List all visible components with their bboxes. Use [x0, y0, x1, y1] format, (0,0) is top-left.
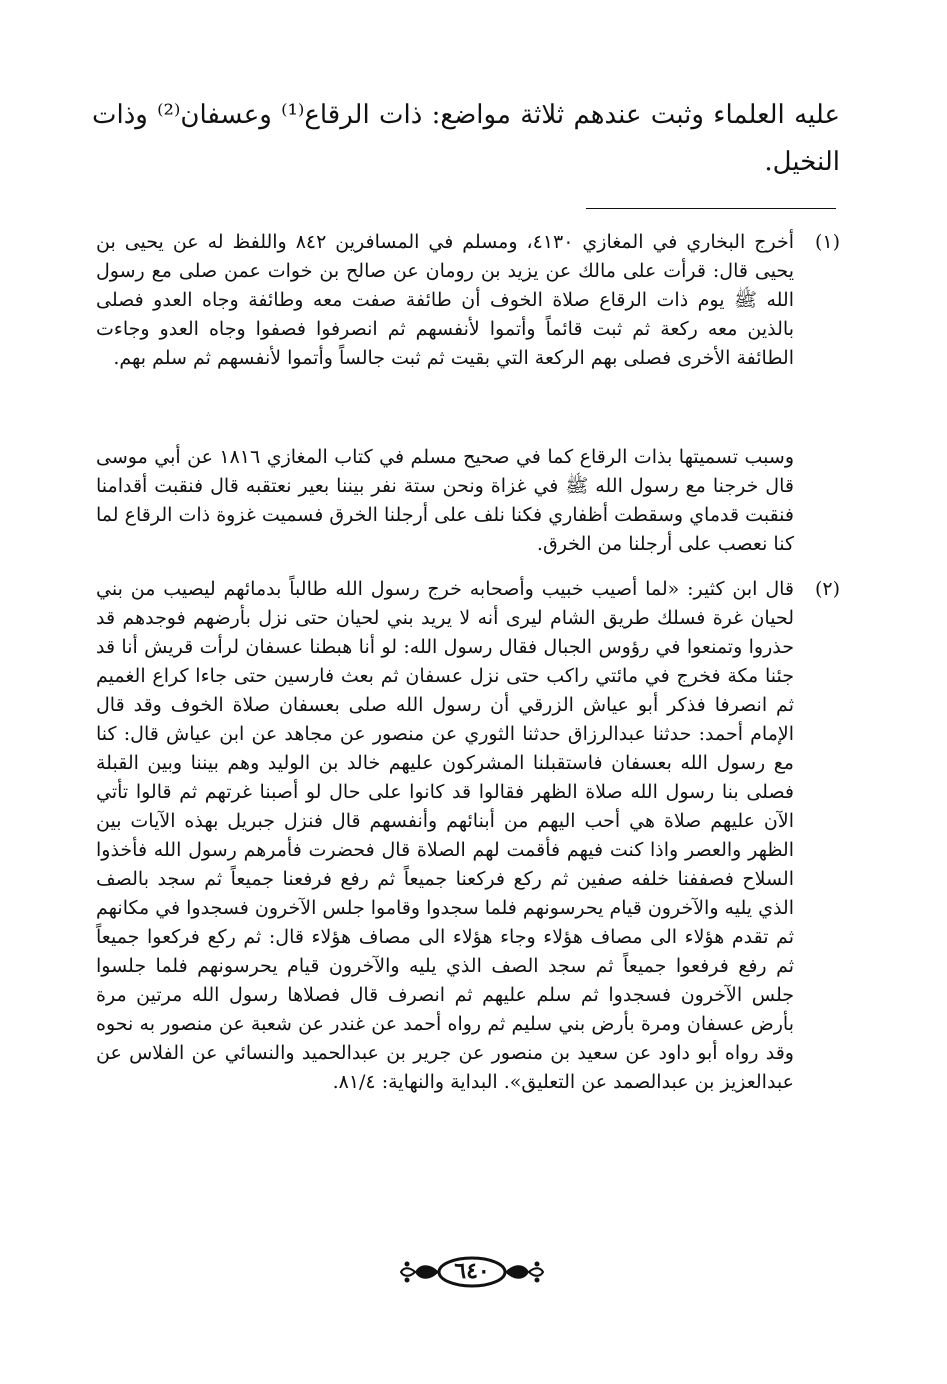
footnote-separator-rule	[586, 208, 836, 209]
page-number: ٦٤٠	[454, 1258, 490, 1284]
footnote-1-number: (١)	[814, 231, 840, 253]
main-text-paragraph: عليه العلماء وثبت عندهم ثلاثة مواضع: ذات الرقاع⁽¹⁾ وعسفان⁽²⁾ وذات النخيل.	[92, 100, 841, 177]
footnote-1-continuation-text: وسبب تسميتها بذات الرقاع كما في صحيح مسلم في كتاب المغازي ١٨١٦ عن أبي موسى قال خرجنا مع رسول الله ﷺ في غزاة ونحن ستة نفر بيننا بعير نعتقبه قال فنقبت أقدامنا فنقبت قدماي وسقطت أظفاري فكنا نلف على أرجلنا الخرق فسميت غزوة ذات الرقاع لما كنا نعصب على أرجلنا من الخرق.	[96, 446, 794, 555]
footnote-1	[96, 228, 840, 373]
footnote-1-text: أخرج البخاري في المغازي ٤١٣٠، ومسلم في المسافرين ٨٤٢ واللفظ له عن يحيى بن يحيى قال: قرأت على مالك عن يزيد بن رومان عن صالح بن خوات عمن صلى مع رسول الله ﷺ يوم ذات الرقاع صلاة الخوف أن طائفة صفت معه وطائفة وجاه العدو فصلى بالذين معه ركعة ثم ثبت قائماً وأتموا لأنفسهم ثم انصرفوا فصفوا وجاه العدو وجاءت الطائفة الأخرى فصلى بهم الركعة التي بقيت ثم ثبت جالساً وأتموا لأنفسهم ثم سلم بهم.	[96, 231, 794, 369]
footnote-2-text: قال ابن كثير: «لما أصيب خبيب وأصحابه خرج رسول الله طالباً بدمائهم ليصيب من بني لحيان غرة فسلك طريق الشام ليرى أنه لا يريد بني لحيان حتى نزل بأرضهم فوجدهم قد حذروا وتمنعوا في رؤوس الجبال فقال رسول الله: لو أنا هبطنا عسفان لرأت قريش أنا قد جئنا مكة فخرج في مائتي راكب حتى نزل عسفان ثم بعث فارسين حتى جاءا كراع الغميم ثم انصرفا فذكر أبو عياش الزرقي أن رسول الله صلى بعسفان صلاة الخوف وقد قال الإمام أحمد: حدثنا عبدالرزاق حدثنا الثوري عن منصور عن مجاهد عن ابن عياش قال: كنا مع رسول الله بعسفان فاستقبلنا المشركون عليهم خالد بن الوليد وهم بيننا وبين القبلة فصلى بنا رسول الله صلاة الظهر فقالوا قد كانوا على حال لو أصبنا غرتهم ثم قالوا تأتي الآن عليهم صلاة هي أحب اليهم من أبنائهم وأنفسهم قال فنزل جبريل بهذه الآيات بين الظهر والعصر واذا كنت فيهم فأقمت لهم الصلاة قال فحضرت فأمرهم رسول الله فأخذوا السلاح فصففنا خلفه صفين ثم ركع فركعنا جميعاً ثم رفع فرفعنا جميعاً ثم سجد بالصف الذي يليه والآخرون قيام يحرسونهم فلما سجدوا وقاموا جلس الآخرون فسجدوا في مكانهم ثم تقدم هؤلاء الى مصاف هؤلاء وجاء هؤلاء الى مصاف هؤلاء قال: ثم ركع فركعوا جميعاً ثم رفع فرفعوا جميعاً ثم سجد الصف الذي يليه والآخرون قيام يحرسونهم فلما جلسوا جلس الآخرون فسجدوا ثم سلم عليهم ثم انصرف قال فصلاها رسول الله مرتين مرة بأرض عسفان ومرة بأرض بني سليم ثم رواه أحمد عن غندر عن شعبة عن منصور به نحوه وقد رواه أبو داود عن سعيد بن منصور عن جرير بن عبدالحميد والنسائي عن الفلاس عن عبدالعزيز بن عبدالصمد عن التعليق». البداية والنهاية: ٨١/٤.	[96, 578, 794, 1093]
page-number-ornament	[397, 1250, 547, 1294]
footnote-2-number: (٢)	[814, 578, 840, 600]
footnote-1-continuation	[96, 443, 840, 559]
footnote-2	[96, 575, 840, 1097]
